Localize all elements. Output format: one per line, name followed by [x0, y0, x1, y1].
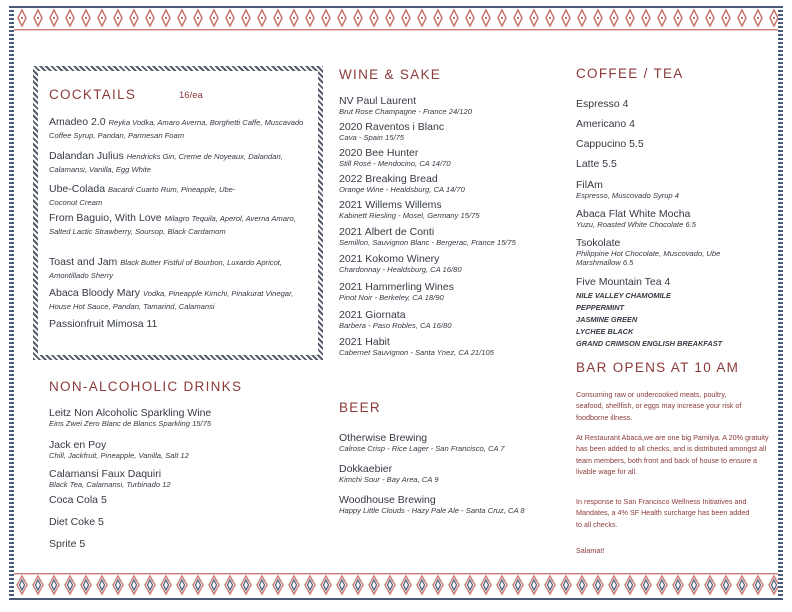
tea-option: GRAND CRIMSON ENGLISH BREAKFAST — [576, 339, 723, 348]
cocktail-item: Passionfruit Mimosa 11 — [49, 318, 158, 330]
cocktail-item: Abaca Bloody Mary Vodka, Pineapple Kimchi, Pinakurat Vinegar, House Hot Sauce, Pandan, Tamarind, Calamansi — [49, 287, 294, 311]
coffee-title: COFFEE / TEA — [576, 66, 684, 81]
coffee-item: Latte 5.5 — [576, 158, 617, 170]
cocktail-item: Dalandan Julius Hendricks Gin, Creme de Noyeaux, Dalandan, Calamansi, Vanilla, Egg White — [49, 150, 283, 174]
surcharge-notice: In response to San Francisco Wellness Initiatives and Mandates, a 4% SF Health surcharge has been added to all checks. — [576, 497, 750, 529]
cocktail-item: Ube-Colada Bacardi Cuarto Rum, Pineapple, Ube-Coconut Cream — [49, 183, 236, 207]
cocktail-item: Amadeo 2.0 Reyka Vodka, Amaro Averna, Borghetti Caffe, Muscavado Coffee Syrup, Pandan, Parmesan Foam — [49, 116, 304, 140]
tea-option: NILE VALLEY CHAMOMILE — [576, 291, 671, 300]
non-alcoholic-title: NON-ALCOHOLIC DRINKS — [49, 379, 243, 394]
wine-item: 2020 Raventos i Blanc Cava - Spain 15/75 — [339, 121, 445, 142]
wine-item: 2021 Willems Willems Kabinett Riesling - Mosel, Germany 15/75 — [339, 199, 480, 220]
coffee-item: Abaca Flat White Mocha Yuzu, Roasted White Chocolate 6.5 — [576, 208, 697, 229]
coffee-item: Cappucino 5.5 — [576, 138, 644, 150]
cocktails-price: 16/ea — [179, 90, 203, 101]
wine-item: 2021 Hammerling Wines Pinot Noir - Berkeley, CA 18/90 — [339, 281, 454, 302]
wine-item: 2021 Kokomo Winery Chardonnay - Healdsburg, CA 16/80 — [339, 253, 462, 274]
beer-item: Woodhouse Brewing Happy Little Clouds - Hazy Pale Ale - Santa Cruz, CA 8 — [339, 494, 525, 515]
gratuity-notice: At Restaurant Abacá,we are one big Pamilya. A 20% gratuity has been added to all checks, and is distributed amongst all team members, both front and back of house to ensure a livable wage for all. — [576, 433, 769, 477]
non-alcoholic-item: Sprite 5 — [49, 538, 86, 550]
beer-title: BEER — [339, 400, 381, 415]
right-border-pattern — [778, 6, 783, 602]
wine-item: 2021 Habit Cabernet Sauvignon - Santa Ynez, CA 21/105 — [339, 336, 494, 357]
wine-item: 2020 Bee Hunter Still Rosé - Mendocino, CA 14/70 — [339, 147, 451, 168]
wine-item: 2021 Albert de Conti Semillon, Sauvignon Blanc - Bergerac, France 15/75 — [339, 226, 516, 247]
wine-item: 2021 Giornata Barbera - Paso Robles, CA 16/80 — [339, 309, 452, 330]
coffee-item: FilAm Espresso, Muscovado Syrup 4 — [576, 179, 679, 200]
food-safety-notice: Consuming raw or undercooked meats, poultry, seafood, shellfish, or eggs may increase your risk of foodborne illness. — [576, 390, 742, 422]
non-alcoholic-item: Diet Coke 5 — [49, 516, 104, 528]
beer-item: Dokkaebier Kimchi Sour - Bay Area, CA 9 — [339, 463, 439, 484]
wine-item: NV Paul Laurent Brut Rose Champagne - France 24/120 — [339, 95, 472, 116]
tea-option: LYCHEE BLACK — [576, 327, 634, 336]
bottom-border-pattern — [14, 572, 778, 602]
tea-option: PEPPERMINT — [576, 303, 625, 312]
cocktails-title: COCKTAILS — [49, 87, 137, 102]
cocktail-item: From Baguio, With Love Milagro Tequila, Aperol, Averna Amaro, Salted Lactic Strawberry, Soursop, Black Cardamom — [49, 212, 296, 236]
top-border-pattern — [14, 5, 778, 33]
wine-title: WINE & SAKE — [339, 67, 442, 82]
wine-item: 2022 Breaking Bread Orange Wine - Healdsburg, CA 14/70 — [339, 173, 465, 194]
coffee-item: Espresso 4 — [576, 98, 629, 110]
tea-option: JASMINE GREEN — [576, 315, 638, 324]
coffee-item: Tsokolate Philippine Hot Chocolate, Muscovado, Ube Marshmallow 6.5 — [576, 237, 721, 267]
non-alcoholic-item: Coca Cola 5 — [49, 494, 107, 506]
bar-opens-title: BAR OPENS AT 10 AM — [576, 360, 740, 375]
left-border-pattern — [9, 6, 14, 602]
coffee-item: Americano 4 — [576, 118, 635, 130]
non-alcoholic-item: Jack en Poy Chill, Jackfruit, Pineapple, Vanilla, Salt 12 — [49, 439, 189, 460]
non-alcoholic-item: Calamansi Faux Daquiri Black Tea, Calamansi, Turbinado 12 — [49, 468, 171, 489]
non-alcoholic-item: Leitz Non Alcoholic Sparkling Wine Eins Zwei Zero Blanc de Blancs Sparkling 15/75 — [49, 407, 212, 428]
cocktail-item: Toast and Jam Black Butter Fistful of Bourbon, Luxardo Apricot, Amontillado Sherry — [49, 256, 283, 280]
salamat-text: Salamat! — [576, 546, 605, 555]
coffee-item: Five Mountain Tea 4 — [576, 276, 671, 288]
beer-item: Otherwise Brewing Calrose Crisp - Rice Lager - San Francisco, CA 7 — [339, 432, 505, 453]
